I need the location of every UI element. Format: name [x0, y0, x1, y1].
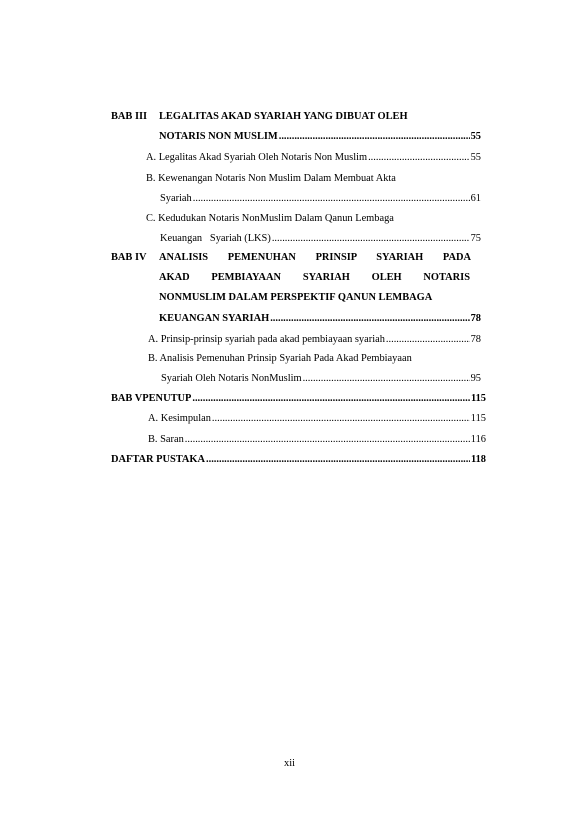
toc-bab4-heading-cont[interactable]: [159, 312, 481, 326]
toc-bab4-heading[interactable]: [111, 251, 471, 265]
dot-leader: [192, 392, 470, 406]
page-number: 116: [470, 434, 486, 445]
dot-leader: [303, 372, 470, 386]
chapter-title: ANALISIS PEMENUHAN PRINSIP SYARIAH PADA: [159, 252, 471, 263]
dot-leader: [185, 433, 470, 447]
page-number: 78: [470, 334, 481, 345]
page-number: 61: [470, 193, 481, 204]
toc-item-title: B. Kewenangan Notaris Non Muslim Dalam Membuat Akta: [146, 173, 396, 184]
toc-item-cont[interactable]: [160, 192, 481, 206]
toc-item[interactable]: [148, 352, 481, 366]
page-footer-number: xii: [284, 758, 295, 769]
page-number: 115: [470, 393, 486, 404]
dot-leader: [206, 453, 470, 467]
dot-leader: [270, 312, 469, 326]
toc-item-title: Syariah Oleh Notaris NonMuslim: [161, 373, 302, 384]
page-number: 78: [470, 313, 481, 324]
toc-item-cont[interactable]: [161, 372, 481, 386]
toc-item-title: A. Kesimpulan: [148, 413, 211, 424]
toc-item-title: C. Kedudukan Notaris NonMuslim Dalam Qanun Lembaga: [146, 213, 394, 224]
dot-leader: [212, 412, 470, 426]
toc-bab3-heading[interactable]: [111, 110, 471, 124]
chapter-label: BAB IV: [111, 252, 147, 263]
toc-item-title: Keuangan Syariah (LKS): [160, 233, 271, 244]
toc-item[interactable]: [146, 212, 481, 226]
chapter-title: LEGALITAS AKAD SYARIAH YANG DIBUAT OLEH: [159, 111, 408, 122]
chapter-title: AKAD PEMBIAYAAN SYARIAH OLEH NOTARIS: [159, 272, 470, 283]
chapter-title: NONMUSLIM DALAM PERSPEKTIF QANUN LEMBAGA: [159, 292, 433, 303]
page-number: 55: [470, 152, 481, 163]
toc-item[interactable]: [146, 172, 481, 186]
toc-item-title: Syariah: [160, 193, 192, 204]
chapter-label: BAB V: [111, 393, 143, 404]
chapter-title: NOTARIS NON MUSLIM: [159, 131, 278, 142]
dot-leader: [368, 151, 470, 165]
toc-bab3-heading-cont[interactable]: [159, 130, 481, 144]
toc-item-title: A. Legalitas Akad Syariah Oleh Notaris Non Muslim: [146, 152, 368, 163]
toc-item-title: B. Analisis Pemenuhan Prinsip Syariah Pada Akad Pembiayaan: [148, 353, 412, 364]
dot-leader: [386, 333, 470, 347]
page-number: 55: [470, 131, 481, 142]
page-number: 75: [470, 233, 481, 244]
toc-bab4-heading-cont: [159, 291, 471, 305]
page-number: 115: [470, 413, 486, 424]
chapter-title: PENUTUP: [142, 393, 192, 404]
page-number: 95: [470, 373, 481, 384]
toc-item-cont[interactable]: [160, 232, 481, 246]
chapter-title: KEUANGAN SYARIAH: [159, 313, 270, 324]
toc-item-title: B. Saran: [148, 434, 184, 445]
page-number: 118: [470, 454, 486, 465]
dot-leader: [279, 130, 470, 144]
toc-item[interactable]: [148, 412, 486, 426]
toc-item[interactable]: [148, 433, 486, 447]
toc-item[interactable]: [148, 333, 481, 347]
dot-leader: [272, 232, 470, 246]
toc-item-title: A. Prinsip-prinsip syariah pada akad pembiayaan syariah: [148, 334, 385, 345]
chapter-label: BAB III: [111, 111, 148, 122]
toc-daftar-pustaka[interactable]: [111, 453, 486, 467]
dot-leader: [193, 192, 470, 206]
toc-item[interactable]: [146, 151, 481, 165]
chapter-title: DAFTAR PUSTAKA: [111, 454, 205, 465]
toc-bab4-heading-cont: [159, 271, 470, 285]
toc-bab5-heading[interactable]: [111, 392, 486, 406]
